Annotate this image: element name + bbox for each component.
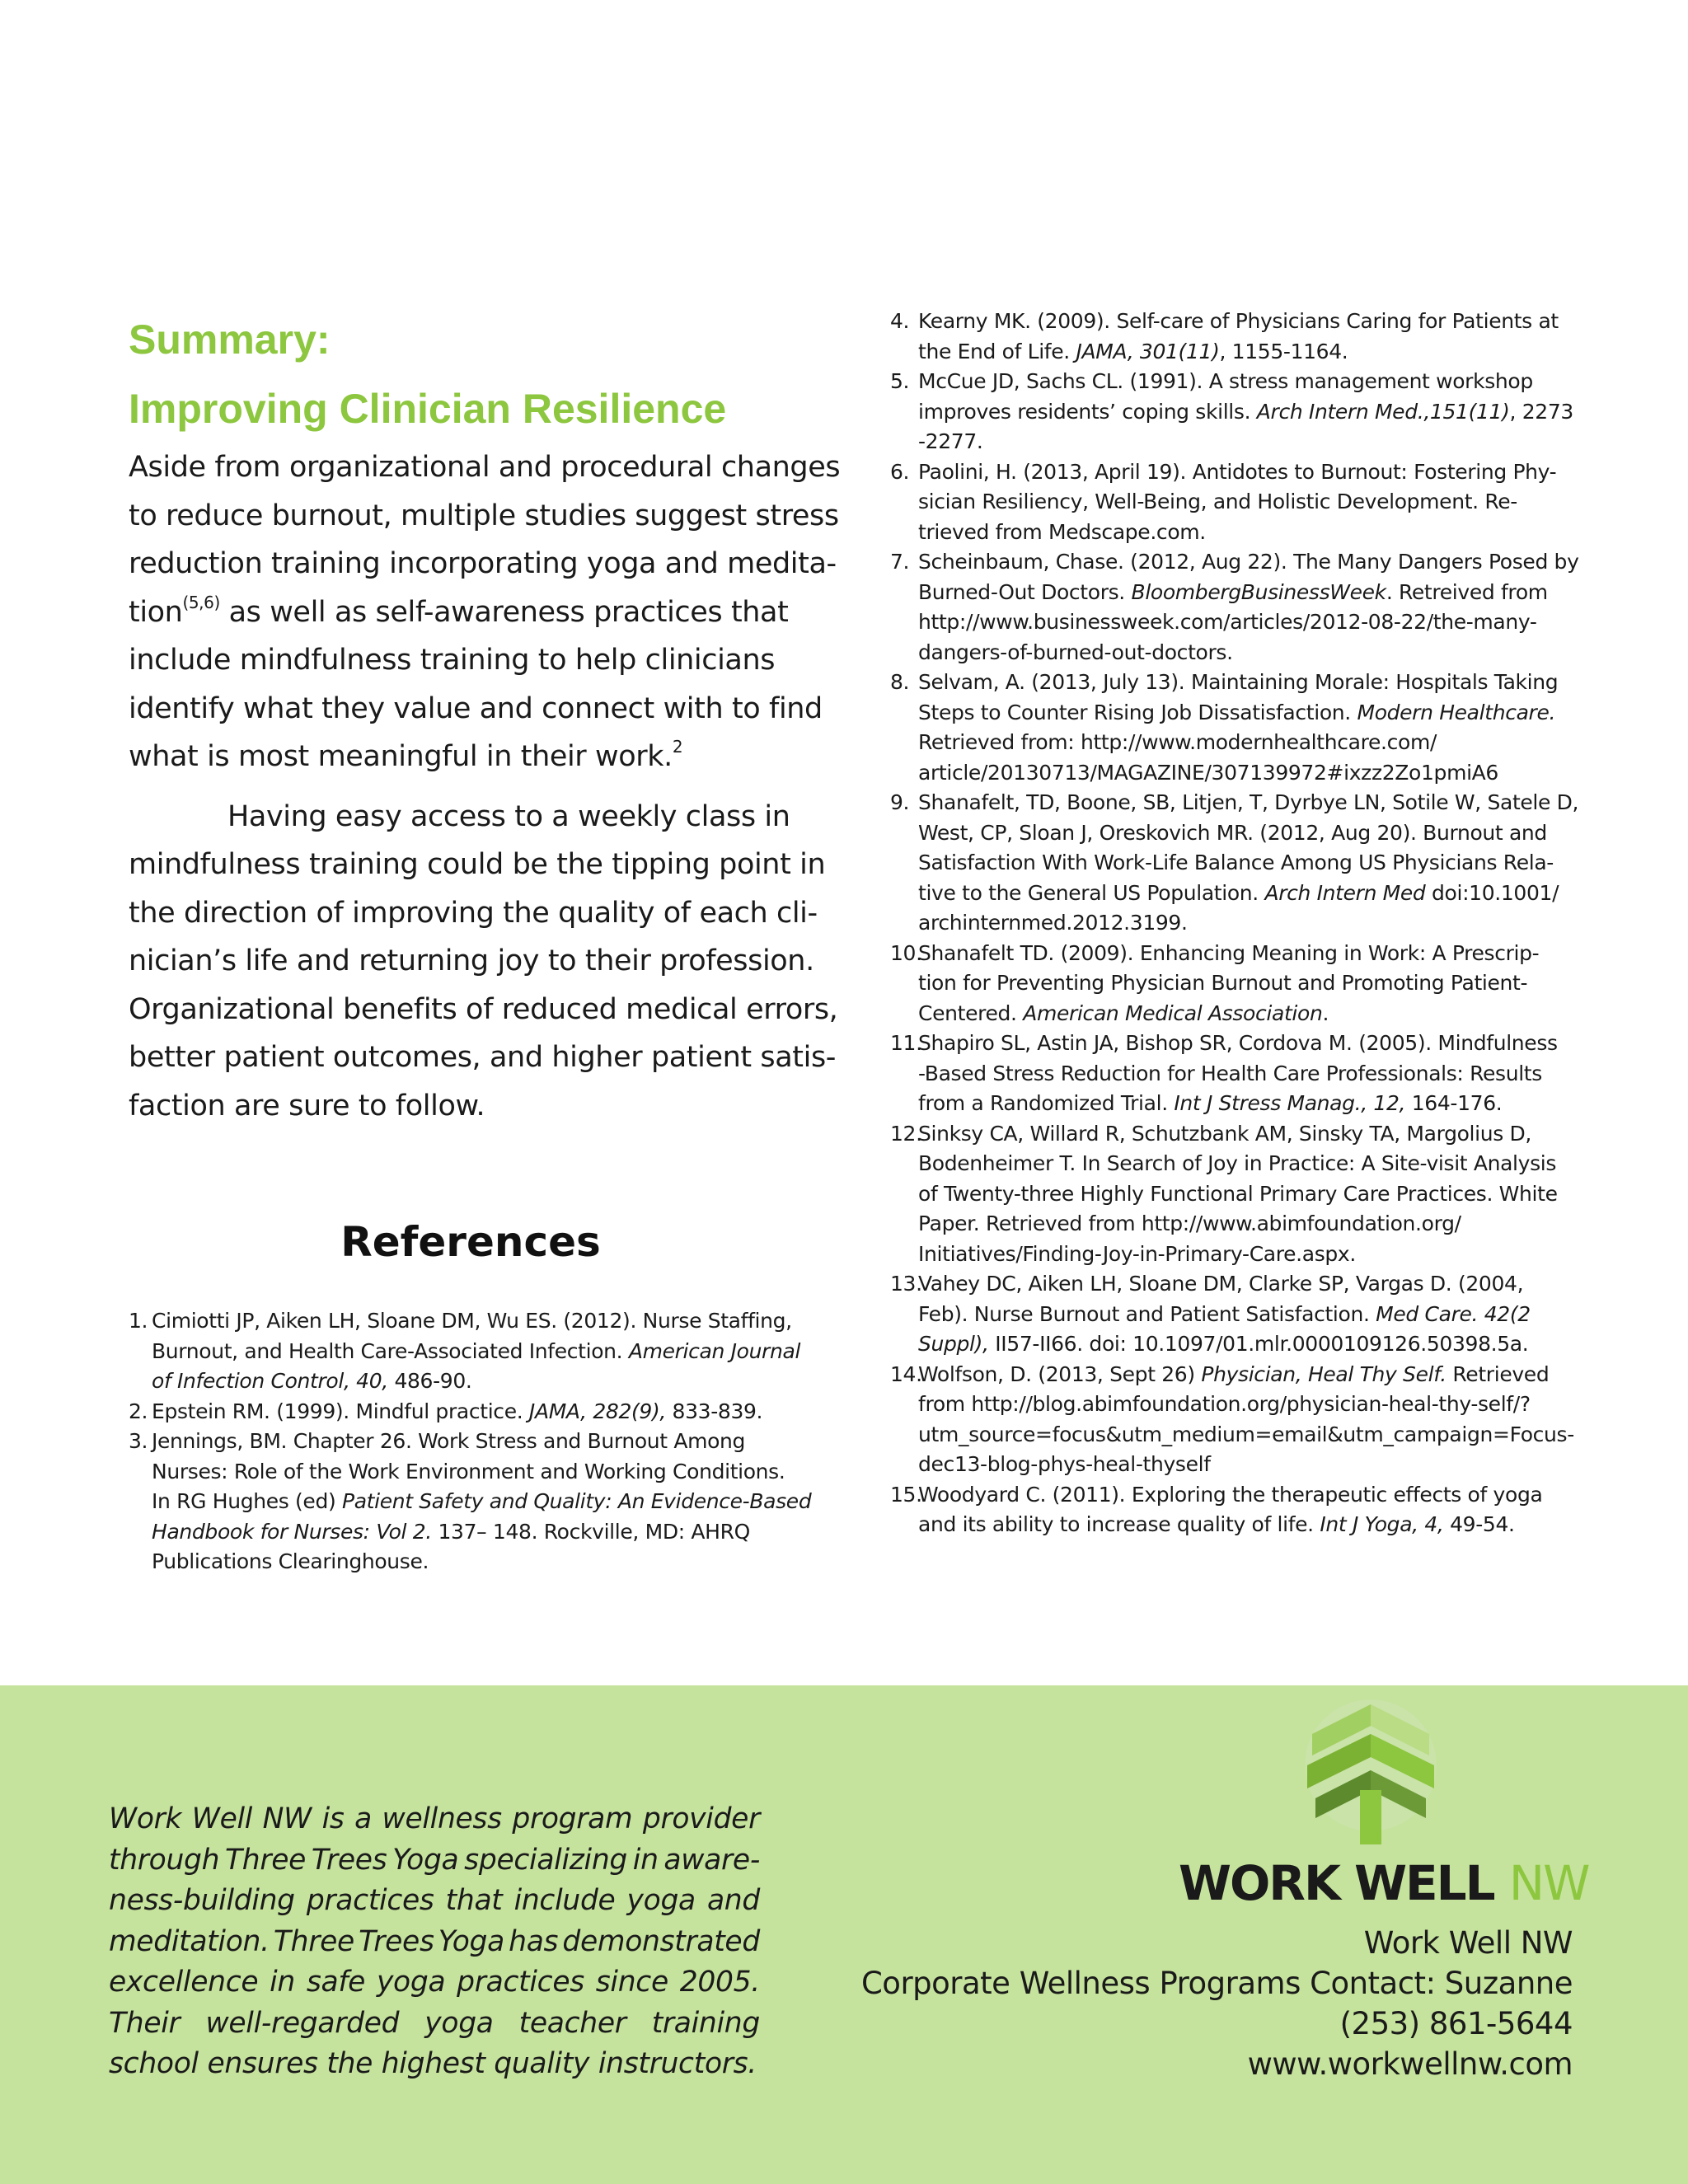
blurb-word: wellness xyxy=(382,1802,502,1835)
blurb-word: practices xyxy=(457,1966,584,1999)
reference-segment: Epstein RM. (1999). Mindful practice. xyxy=(152,1399,529,1423)
reference-text xyxy=(918,668,1665,788)
reference-segment: 833-839. xyxy=(665,1399,763,1423)
reference-line: Retrieved from: http://www.modernhealthcare.com/ xyxy=(918,730,1437,754)
reference-line xyxy=(152,1397,821,1427)
reference-number: 4. xyxy=(890,309,910,333)
paragraph-line: reduction training incorporating yoga and medita- xyxy=(129,547,837,580)
blurb-word: well-regarded xyxy=(205,2006,400,2040)
reference-line: Jennings, BM. Chapter 26. Work Stress and Burnout Among xyxy=(152,1429,746,1453)
reference-line: Shanafelt, TD, Boone, SB, Litjen, T, Dyrbye LN, Sotile W, Satele D, xyxy=(918,790,1579,814)
reference-line xyxy=(918,1089,1665,1119)
reference-number: 7. xyxy=(890,550,910,574)
blurb-line xyxy=(109,1799,760,1840)
paragraph-line: Organizational benefits of reduced medical errors, xyxy=(129,992,838,1026)
reference-line: Shanafelt TD. (2009). Enhancing Meaning in Work: A Prescrip- xyxy=(918,940,1540,965)
blurb-word: Yoga xyxy=(392,1843,459,1877)
blurb-line xyxy=(109,1840,760,1882)
logo-word-accent: NW xyxy=(1508,1855,1589,1911)
reference-text xyxy=(918,788,1665,939)
reference-line: article/20130713/MAGAZINE/307139972#ixzz2Zo1pmiA6 xyxy=(918,760,1498,785)
reference-line xyxy=(152,1517,821,1548)
reference-segment: 137– 148. Rockville, MD: AHRQ xyxy=(431,1519,750,1544)
reference-number: 8. xyxy=(890,670,910,694)
blurb-line xyxy=(109,2004,760,2045)
reference-italic: Arch Intern Med.,151(11) xyxy=(1256,399,1510,424)
paragraph-text: as well as self-awareness practices that xyxy=(219,595,789,629)
reference-segment: . xyxy=(1322,1001,1329,1025)
blurb-word: Three xyxy=(225,1843,307,1877)
reference-line xyxy=(152,1337,821,1367)
reference-item xyxy=(890,939,1665,1029)
reference-line: Scheinbaum, Chase. (2012, Aug 22). The Many Dangers Posed by xyxy=(918,550,1579,574)
reference-line: tion for Preventing Physician Burnout and Promoting Patient- xyxy=(918,971,1528,995)
reference-line xyxy=(918,1329,1665,1360)
reference-segment: , 1155-1164. xyxy=(1219,339,1348,363)
summary-heading xyxy=(129,305,813,443)
reference-line: Bodenheimer T. In Search of Joy in Practice: A Site-visit Analysis xyxy=(918,1151,1557,1175)
reference-italic: Int J Stress Manag., 12, xyxy=(1174,1091,1406,1115)
blurb-word: provider xyxy=(642,1802,760,1835)
contact-block xyxy=(748,1923,1573,2084)
blurb-word: yoga xyxy=(376,1966,446,1999)
reference-item xyxy=(890,1360,1665,1480)
paragraph-line: Aside from organizational and procedural changes xyxy=(129,451,841,484)
company-logo-wordmark xyxy=(1179,1854,1589,1912)
reference-segment: improves residents’ coping skills. xyxy=(918,399,1257,424)
references-list-right xyxy=(890,307,1665,1540)
blurb-word: is xyxy=(321,1802,345,1835)
blurb-word: aware- xyxy=(663,1843,760,1877)
paragraph-line: better patient outcomes, and higher patient satis- xyxy=(129,1041,837,1074)
reference-line xyxy=(918,879,1665,909)
reference-line: dec13-blog-phys-heal-thyself xyxy=(918,1452,1211,1476)
reference-text xyxy=(918,307,1665,367)
blurb-word: NW xyxy=(262,1802,312,1835)
reference-segment: Centered. xyxy=(918,1001,1024,1025)
reference-item xyxy=(890,457,1665,548)
reference-line: trieved from Medscape.com. xyxy=(918,519,1206,544)
reference-italic: Patient Safety and Quality: An Evidence-Based xyxy=(341,1489,812,1513)
blurb-word: safe xyxy=(306,1966,366,1999)
reference-item xyxy=(890,1029,1665,1119)
summary-title-line1: Summary: xyxy=(129,316,331,363)
reference-line: http://www.businessweek.com/articles/2012-08-22/the-many- xyxy=(918,610,1537,634)
blurb-word: through xyxy=(109,1843,220,1877)
summary-paragraph-1 xyxy=(129,443,841,781)
paragraph-line: to reduce burnout, multiple studies suggest stress xyxy=(129,499,839,532)
reference-segment: 164-176. xyxy=(1405,1091,1503,1115)
reference-line: Vahey DC, Aiken LH, Sloane DM, Clarke SP, Vargas D. (2004, xyxy=(918,1272,1524,1296)
blurb-word: Three xyxy=(273,1924,354,1958)
reference-italic: Physician, Heal Thy Self. xyxy=(1201,1361,1447,1386)
reference-number: 12. xyxy=(890,1121,922,1146)
references-heading: References xyxy=(340,1218,601,1266)
reference-segment: Steps to Counter Rising Job Dissatisfaction. xyxy=(918,700,1357,724)
reference-item xyxy=(129,1397,821,1427)
reference-line xyxy=(152,1487,821,1517)
reference-segment: II57-II66. doi: 10.1097/01.mlr.0000109126.50398.5a. xyxy=(988,1332,1529,1356)
reference-line: Initiatives/Finding-Joy-in-Primary-Care.aspx. xyxy=(918,1241,1356,1266)
reference-italic: of Infection Control, 40, xyxy=(152,1369,388,1393)
blurb-line: school ensures the highest quality instructors. xyxy=(109,2047,757,2080)
summary-title-line2: Improving Clinician Resilience xyxy=(129,386,727,432)
blurb-word: Yoga xyxy=(438,1924,504,1958)
paragraph-text: what is most meaningful in their work. xyxy=(129,740,673,773)
blurb-word: training xyxy=(651,2006,760,2040)
reference-text xyxy=(918,1269,1665,1360)
contact-line: Corporate Wellness Programs Contact: Suzanne xyxy=(860,1966,1573,2001)
reference-item xyxy=(890,788,1665,939)
blurb-word: 2005. xyxy=(679,1966,760,1999)
reference-text xyxy=(152,1306,821,1397)
reference-line xyxy=(918,698,1665,729)
reference-line: Shapiro SL, Astin JA, Bishop SR, Cordova M. (2005). Mindfulness xyxy=(918,1031,1558,1055)
reference-line: dangers-of-burned-out-doctors. xyxy=(918,640,1233,664)
paragraph-line: identify what they value and connect with to find xyxy=(129,691,823,725)
reference-text xyxy=(918,939,1665,1029)
contact-phone: (253) 861-5644 xyxy=(1339,2006,1573,2041)
paragraph-line xyxy=(129,588,813,637)
reference-italic: Int J Yoga, 4, xyxy=(1320,1512,1444,1536)
blurb-word: ness-building xyxy=(109,1884,295,1917)
reference-item xyxy=(890,367,1665,457)
reference-line: McCue JD, Sachs CL. (1991). A stress management workshop xyxy=(918,369,1533,393)
reference-number: 6. xyxy=(890,459,910,484)
reference-segment: Retrieved xyxy=(1446,1361,1550,1386)
blurb-word: teacher xyxy=(518,2006,626,2040)
blurb-word: Trees xyxy=(311,1843,387,1877)
company-blurb xyxy=(109,1799,760,2085)
reference-italic: Arch Intern Med xyxy=(1264,880,1426,905)
paragraph-line: mindfulness training could be the tipping point in xyxy=(129,848,826,881)
reference-number: 13. xyxy=(890,1272,922,1296)
reference-number: 11. xyxy=(890,1031,922,1055)
paragraph-line: faction are sure to follow. xyxy=(129,1089,485,1122)
reference-item xyxy=(890,547,1665,668)
reference-italic: JAMA, 301(11) xyxy=(1076,339,1220,363)
reference-line: utm_source=focus&utm_medium=email&utm_campaign=Focus- xyxy=(918,1422,1574,1446)
reference-text xyxy=(918,1119,1665,1270)
blurb-line xyxy=(109,1962,760,2004)
blurb-word: yoga xyxy=(626,1884,696,1917)
reference-line: Satisfaction With Work-Life Balance Among US Physicians Rela- xyxy=(918,851,1554,874)
blurb-word: in xyxy=(632,1843,659,1877)
reference-text xyxy=(918,1480,1665,1540)
reference-line: Paper. Retrieved from http://www.abimfoundation.org/ xyxy=(918,1212,1461,1235)
reference-segment: doi:10.1001/ xyxy=(1425,880,1559,905)
reference-number: 14. xyxy=(890,1361,922,1386)
blurb-line xyxy=(109,1922,760,1963)
blurb-line xyxy=(109,1881,760,1922)
reference-item xyxy=(890,668,1665,788)
reference-italic: BloombergBusinessWeek xyxy=(1131,579,1386,604)
reference-line: of Twenty-three Highly Functional Primary Care Practices. White xyxy=(918,1181,1558,1206)
blurb-word: has xyxy=(509,1924,559,1958)
reference-line: archinternmed.2012.3199. xyxy=(918,911,1188,935)
blurb-word: Well xyxy=(191,1802,253,1835)
reference-segment: Wolfson, D. (2013, Sept 26) xyxy=(918,1361,1202,1386)
reference-line xyxy=(918,1300,1665,1330)
contact-website: www.workwellnw.com xyxy=(1247,2046,1573,2082)
reference-italic: American Medical Association xyxy=(1023,1001,1323,1025)
reference-italic: Handbook for Nurses: Vol 2. xyxy=(152,1519,432,1544)
reference-text xyxy=(918,547,1665,668)
reference-item xyxy=(890,1480,1665,1540)
reference-number: 2. xyxy=(129,1399,148,1423)
reference-text xyxy=(918,457,1665,548)
reference-number: 10. xyxy=(890,940,922,965)
blurb-word: program xyxy=(512,1802,633,1835)
reference-segment: . Retreived from xyxy=(1386,579,1548,604)
paragraph-line: nician’s life and returning joy to their profession. xyxy=(129,944,814,977)
blurb-word: demonstrated xyxy=(562,1924,760,1958)
reference-line xyxy=(918,999,1665,1029)
blurb-word: Their xyxy=(109,2006,181,2040)
reference-line: -2277. xyxy=(918,429,983,453)
reference-number: 3. xyxy=(129,1429,148,1453)
reference-line xyxy=(152,1366,821,1397)
reference-italic: Modern Healthcare. xyxy=(1357,700,1556,724)
reference-item xyxy=(129,1306,821,1397)
reference-line: Kearny MK. (2009). Self-care of Physicians Caring for Patients at xyxy=(918,309,1559,333)
reference-segment: and its ability to increase quality of life. xyxy=(918,1512,1320,1536)
reference-segment: 486-90. xyxy=(387,1369,472,1393)
reference-line: from http://blog.abimfoundation.org/physician-heal-thy-self/? xyxy=(918,1392,1531,1416)
paragraph-line: Having easy access to a weekly class in xyxy=(227,799,790,833)
reference-line: Publications Clearinghouse. xyxy=(152,1549,429,1573)
blurb-word: Work xyxy=(109,1802,182,1835)
reference-segment: the End of Life. xyxy=(918,339,1076,363)
reference-text xyxy=(152,1427,821,1577)
blurb-word: that xyxy=(445,1884,503,1917)
reference-line: Cimiotti JP, Aiken LH, Sloane DM, Wu ES. (2012). Nurse Staffing, xyxy=(152,1309,792,1333)
reference-line xyxy=(918,1510,1665,1540)
reference-line: Sinksy CA, Willard R, Schutzbank AM, Sinsky TA, Margolius D, xyxy=(918,1121,1531,1146)
reference-line: Nurses: Role of the Work Environment and Working Conditions. xyxy=(152,1459,785,1483)
blurb-word: specializing xyxy=(464,1843,627,1877)
reference-segment: , 2273 xyxy=(1509,399,1573,424)
blurb-word: excellence xyxy=(109,1966,259,1999)
tree-logo-icon xyxy=(1301,1698,1441,1846)
reference-item xyxy=(129,1427,821,1577)
reference-number: 1. xyxy=(129,1309,148,1333)
blurb-word: and xyxy=(706,1884,760,1917)
paragraph-line xyxy=(129,733,813,781)
reference-segment: In RG Hughes (ed) xyxy=(152,1489,342,1513)
logo-word-main: WORK WELL xyxy=(1179,1855,1509,1911)
reference-segment: Burnout, and Health Care-Associated Infection. xyxy=(152,1338,629,1363)
reference-text xyxy=(918,1029,1665,1119)
reference-text xyxy=(152,1397,821,1427)
blurb-word: include xyxy=(513,1884,616,1917)
blurb-word: since xyxy=(595,1966,668,1999)
reference-number: 15. xyxy=(890,1482,922,1507)
paragraph-line: the direction of improving the quality of each cli- xyxy=(129,896,818,930)
reference-line: -Based Stress Reduction for Health Care Professionals: Results xyxy=(918,1061,1542,1085)
reference-segment: tive to the General US Population. xyxy=(918,880,1265,905)
reference-text xyxy=(918,367,1665,457)
reference-italic: JAMA, 282(9), xyxy=(528,1399,666,1423)
reference-item xyxy=(890,307,1665,367)
summary-section xyxy=(129,305,841,1130)
reference-line xyxy=(918,578,1665,608)
reference-italic: Suppl), xyxy=(918,1332,989,1356)
blurb-word: a xyxy=(354,1802,372,1835)
citation-superscript: (5,6) xyxy=(182,592,220,612)
reference-line xyxy=(918,337,1665,368)
blurb-word: practices xyxy=(306,1884,434,1917)
reference-item xyxy=(890,1119,1665,1270)
reference-line: Paolini, H. (2013, April 19). Antidotes to Burnout: Fostering Phy- xyxy=(918,459,1557,484)
reference-segment: Burned-Out Doctors. xyxy=(918,579,1132,604)
reference-segment: from a Randomized Trial. xyxy=(918,1091,1175,1115)
reference-item xyxy=(890,1269,1665,1360)
reference-line: sician Resiliency, Well-Being, and Holistic Development. Re- xyxy=(918,490,1517,513)
blurb-word: yoga xyxy=(424,2006,494,2040)
reference-line xyxy=(918,1360,1665,1390)
paragraph-text: tion xyxy=(129,595,183,629)
reference-number: 5. xyxy=(890,369,910,393)
paragraph-line: include mindfulness training to help clinicians xyxy=(129,644,776,677)
reference-italic: American Journal xyxy=(628,1338,801,1363)
summary-paragraph-2 xyxy=(129,793,838,1131)
reference-italic: Med Care. 42(2 xyxy=(1376,1301,1531,1326)
reference-line xyxy=(918,397,1665,428)
reference-line: West, CP, Sloan J, Oreskovich MR. (2012, Aug 20). Burnout and xyxy=(918,820,1547,845)
reference-text xyxy=(918,1360,1665,1480)
blurb-word: in xyxy=(270,1966,295,1999)
references-list-left xyxy=(129,1306,821,1577)
blurb-word: Trees xyxy=(359,1924,434,1958)
footer-banner xyxy=(0,1685,1688,2184)
contact-company-name: Work Well NW xyxy=(1363,1925,1573,1961)
reference-segment: 49-54. xyxy=(1443,1512,1515,1536)
citation-superscript: 2 xyxy=(672,737,683,757)
reference-line: Woodyard C. (2011). Exploring the therapeutic effects of yoga xyxy=(918,1482,1543,1507)
reference-line: Selvam, A. (2013, July 13). Maintaining Morale: Hospitals Taking xyxy=(918,670,1559,694)
reference-number: 9. xyxy=(890,790,910,814)
logo-trunk xyxy=(1360,1790,1381,1844)
reference-segment: Feb). Nurse Burnout and Patient Satisfaction. xyxy=(918,1301,1376,1326)
blurb-word: meditation. xyxy=(109,1924,270,1958)
